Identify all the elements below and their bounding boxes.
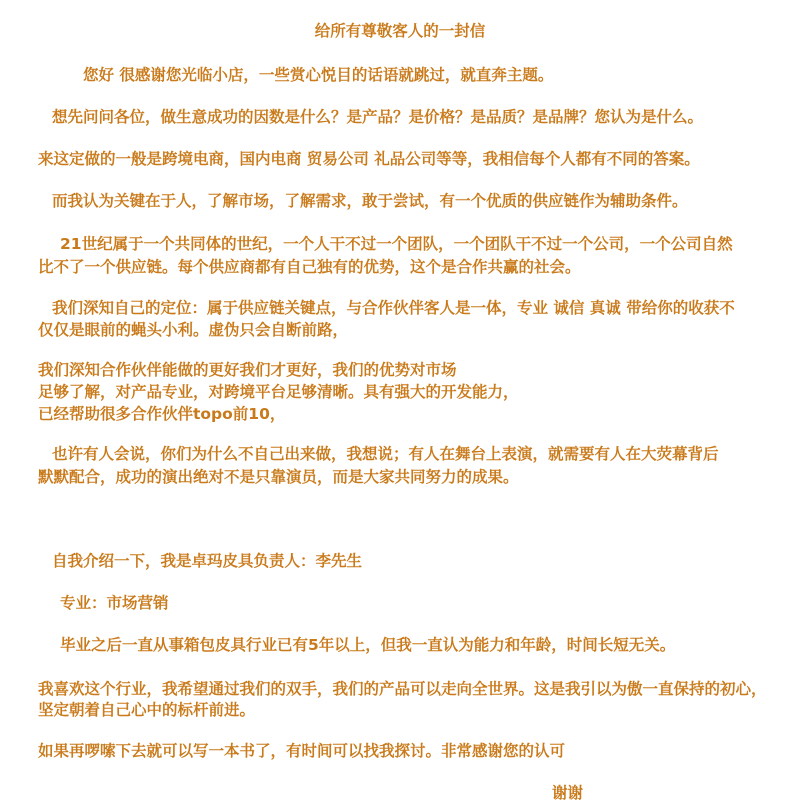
career-paragraph: 毕业之后一直从事箱包皮具行业已有5年以上，但我一直认为能力和年龄，时间长短无关。	[60, 636, 676, 654]
supply-chain-paragraph-line-2: 比不了一个供应链。每个供应商都有自己独有的优势，这个是合作共赢的社会。	[38, 258, 581, 276]
advantage-paragraph-line-1: 我们深知合作伙伴能做的更好我们才更好，我们的优势对市场	[38, 361, 457, 379]
question-paragraph: 想先问问各位，做生意成功的因数是什么？是产品？是价格？是品质？是品牌？您认为是什么。	[52, 108, 704, 126]
positioning-paragraph-line-2: 仅仅是眼前的蝇头小利。虚伪只会自断前路，	[38, 321, 349, 339]
cooperation-paragraph-line-2: 默默配合，成功的演出绝对不是只靠演员，而是大家共同努力的成果。	[38, 468, 519, 486]
advantage-paragraph-line-2: 足够了解，对产品专业，对跨境平台足够清晰。具有强大的开发能力，	[38, 383, 519, 401]
greeting-paragraph: 您好 很感谢您光临小店，一些赏心悦目的话语就跳过，就直奔主题。	[83, 66, 554, 84]
major-line: 专业：市场营销	[60, 594, 169, 612]
positioning-paragraph-line-1: 我们深知自己的定位：属于供应链关键点，与合作伙伴客人是一体，专业 诚信 真诚 带给你的收获不	[52, 299, 735, 317]
cooperation-paragraph-line-1: 也许有人会说，你们为什么不自己出来做，我想说；有人在舞台上表演，就需要有人在大荧幕背后	[52, 445, 719, 463]
supply-chain-paragraph-line-1: 21世纪属于一个共同体的世纪，一个人干不过一个团队，一个团队干不过一个公司，一个公司自然	[60, 235, 733, 253]
passion-paragraph-line-2: 坚定朝着自己心中的标杆前进。	[38, 701, 256, 719]
customer-types-paragraph: 来这定做的一般是跨境电商，国内电商 贸易公司 礼品公司等等，我相信每个人都有不同的答案。	[38, 150, 700, 168]
closing-paragraph: 如果再啰嗦下去就可以写一本书了，有时间可以找我探讨。非常感谢您的认可	[38, 742, 566, 760]
letter-title: 给所有尊敬客人的一封信	[314, 22, 486, 40]
passion-paragraph-line-1: 我喜欢这个行业，我希望通过我们的双手，我们的产品可以走向全世界。这是我引以为傲一直保持的初心，	[38, 680, 767, 698]
key-factor-paragraph: 而我认为关键在于人，了解市场，了解需求，敢于尝试，有一个优质的供应链作为辅助条件。	[52, 192, 688, 210]
self-introduction: 自我介绍一下，我是卓玛皮具负责人：李先生	[52, 552, 363, 570]
advantage-paragraph-line-3: 已经帮助很多合作伙伴topo前10，	[38, 405, 286, 423]
signoff: 谢谢	[552, 784, 584, 802]
